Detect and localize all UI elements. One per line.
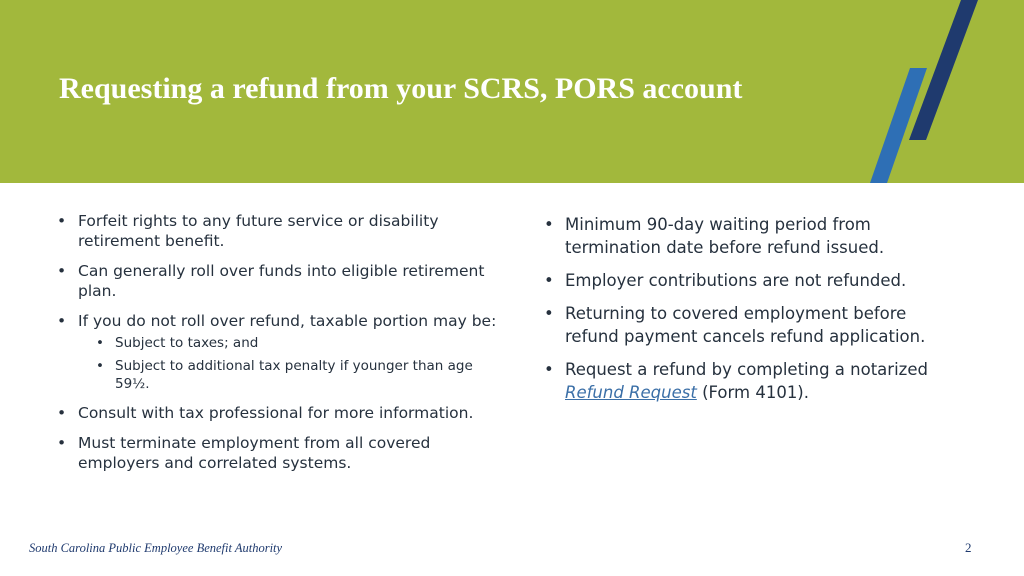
sub-bullet-text: Subject to additional tax penalty if younger than age 59½. bbox=[115, 358, 473, 392]
bullet-glyph: • bbox=[57, 262, 67, 280]
bullet-glyph: • bbox=[57, 212, 67, 230]
left-column bbox=[57, 211, 497, 473]
bullet-glyph: • bbox=[57, 434, 67, 452]
bullet-text-prefix: Request a refund by completing a notarized bbox=[565, 360, 928, 379]
bullet-glyph: • bbox=[57, 312, 67, 330]
bullet-glyph: • bbox=[96, 335, 104, 351]
list-item bbox=[544, 269, 964, 292]
sub-list-item bbox=[96, 357, 497, 393]
bullet-glyph: • bbox=[544, 304, 554, 323]
left-bullet-list bbox=[57, 211, 497, 473]
bullet-text: Can generally roll over funds into eligible retirement plan. bbox=[78, 262, 485, 300]
bullet-text: Returning to covered employment before refund payment cancels refund application. bbox=[565, 304, 926, 346]
list-item bbox=[544, 302, 964, 348]
list-item bbox=[57, 261, 497, 301]
bullet-text: If you do not roll over refund, taxable portion may be: bbox=[78, 312, 497, 330]
bullet-glyph: • bbox=[544, 271, 554, 290]
list-item bbox=[57, 211, 497, 251]
list-item bbox=[57, 433, 497, 473]
bullet-glyph: • bbox=[544, 215, 554, 234]
footer-organization: South Carolina Public Employee Benefit Authority bbox=[29, 541, 283, 555]
bullet-glyph: • bbox=[96, 358, 104, 374]
bullet-glyph: • bbox=[57, 404, 67, 422]
bullet-text-suffix: (Form 4101). bbox=[696, 383, 809, 402]
refund-request-link[interactable]: Refund Request bbox=[565, 383, 697, 402]
bullet-glyph: • bbox=[544, 360, 554, 379]
sub-bullet-text: Subject to taxes; and bbox=[115, 335, 259, 351]
list-item bbox=[544, 358, 964, 404]
bullet-text: Employer contributions are not refunded. bbox=[565, 271, 907, 290]
title-banner bbox=[0, 0, 1024, 183]
sub-bullet-list bbox=[78, 334, 497, 393]
slide-title: Requesting a refund from your SCRS, PORS account bbox=[59, 72, 743, 105]
bullet-text: Must terminate employment from all covered employers and correlated systems. bbox=[78, 434, 431, 472]
list-item bbox=[544, 213, 964, 259]
list-item bbox=[57, 403, 497, 423]
bullet-text: Minimum 90-day waiting period from termination date before refund issued. bbox=[565, 215, 885, 257]
right-bullet-list bbox=[544, 213, 964, 404]
bullet-text: Forfeit rights to any future service or disability retirement benefit. bbox=[78, 212, 439, 250]
sub-list-item bbox=[96, 334, 497, 352]
list-item bbox=[57, 311, 497, 393]
page-number: 2 bbox=[965, 540, 972, 555]
right-column bbox=[544, 213, 964, 414]
bullet-text: Consult with tax professional for more information. bbox=[78, 404, 474, 422]
decorative-stripes bbox=[0, 0, 1024, 183]
